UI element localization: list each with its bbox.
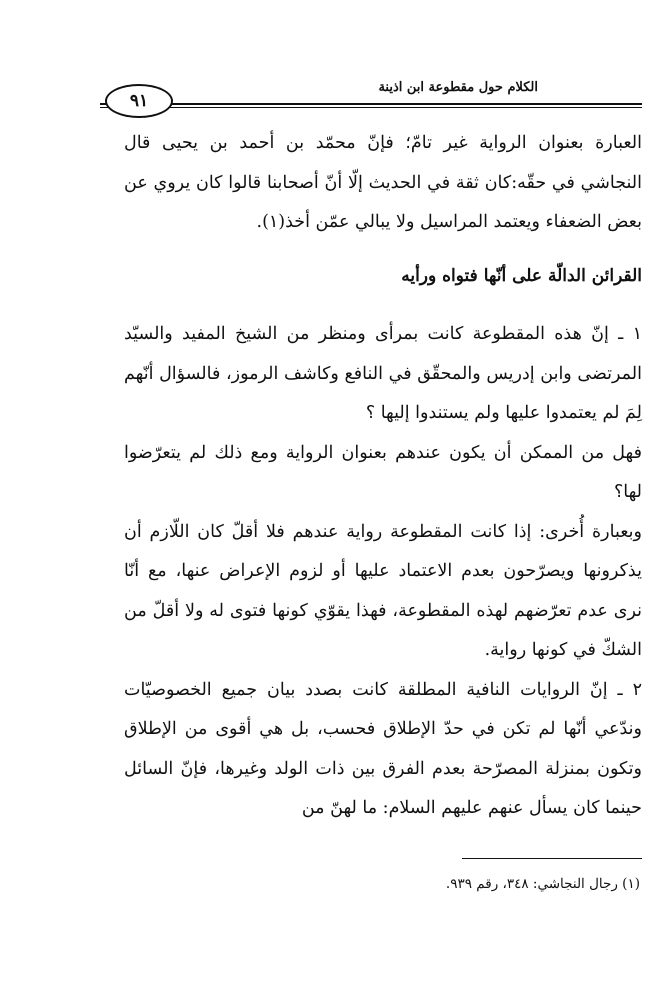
page-number <box>105 84 173 118</box>
paragraph-2: ١ ـ إنّ هذه المقطوعة كانت بمرأى ومنظر من الشيخ المفيد والسيّد المرتضى وابن إدريس والمحقّق في النافع وكاشف الرموز، فالسؤال أنّهم لِمَ لم يعتمدوا عليها ولم يستندوا إليها ؟ <box>124 324 642 423</box>
running-header-title: الكلام حول مقطوعة ابن اذينة <box>378 80 538 95</box>
paragraph-3: فهل من الممكن أن يكون عندهم بعنوان الرواية ومع ذلك لم يتعرّضوا لها؟ <box>124 442 642 502</box>
footnote: (١) رجال النجاشي: ٣٤٨، رقم ٩٣٩. <box>445 876 640 892</box>
section-body <box>124 315 642 829</box>
paragraph-1: العبارة بعنوان الرواية غير تامّ؛ فإنّ محمّد بن أحمد بن يحيى قال النجاشي في حقّه:كان ثقة في الحديث إلّا أنّ أصحابنا قالوا كان يروي عن بعض الضعفاء ويعتمد المراسيل ولا يبالي عمّن أخذ(١). <box>124 133 642 232</box>
header-rule-thin <box>100 107 642 108</box>
paragraph-5: ٢ ـ إنّ الروايات النافية المطلقة كانت بصدد بيان جميع الخصوصيّات وندّعي أنّها لم تكن في حدّ الإطلاق فحسب، بل هي أقوى من الإطلاق وتكون بمنزلة المصرّحة بعدم الفرق بين ذات الولد وغيرها، فإنّ السائل حينما كان يسأل عنهم عليهم السلام: ما لهنّ من <box>124 679 642 818</box>
section-heading: القرائن الدالّة على أنّها فتواه ورأيه <box>401 266 642 286</box>
footnote-rule <box>462 858 642 859</box>
paragraph-4: وبعبارة أُخرى: إذا كانت المقطوعة رواية عندهم فلا أقلّ كان اللّازم أن يذكرونها ويصرّحون بعدم الاعتماد عليها أو لزوم الإعراض عنها، مع أنّا نرى عدم تعرّضهم لهذه المقطوعة، فهذا يقوّي كونها فتوى له ولا أقلّ من الشكّ في كونها رواية. <box>124 521 642 660</box>
page-number-text: ٩١ <box>129 91 149 111</box>
header-rule <box>100 103 642 105</box>
opening-paragraph <box>124 124 642 243</box>
